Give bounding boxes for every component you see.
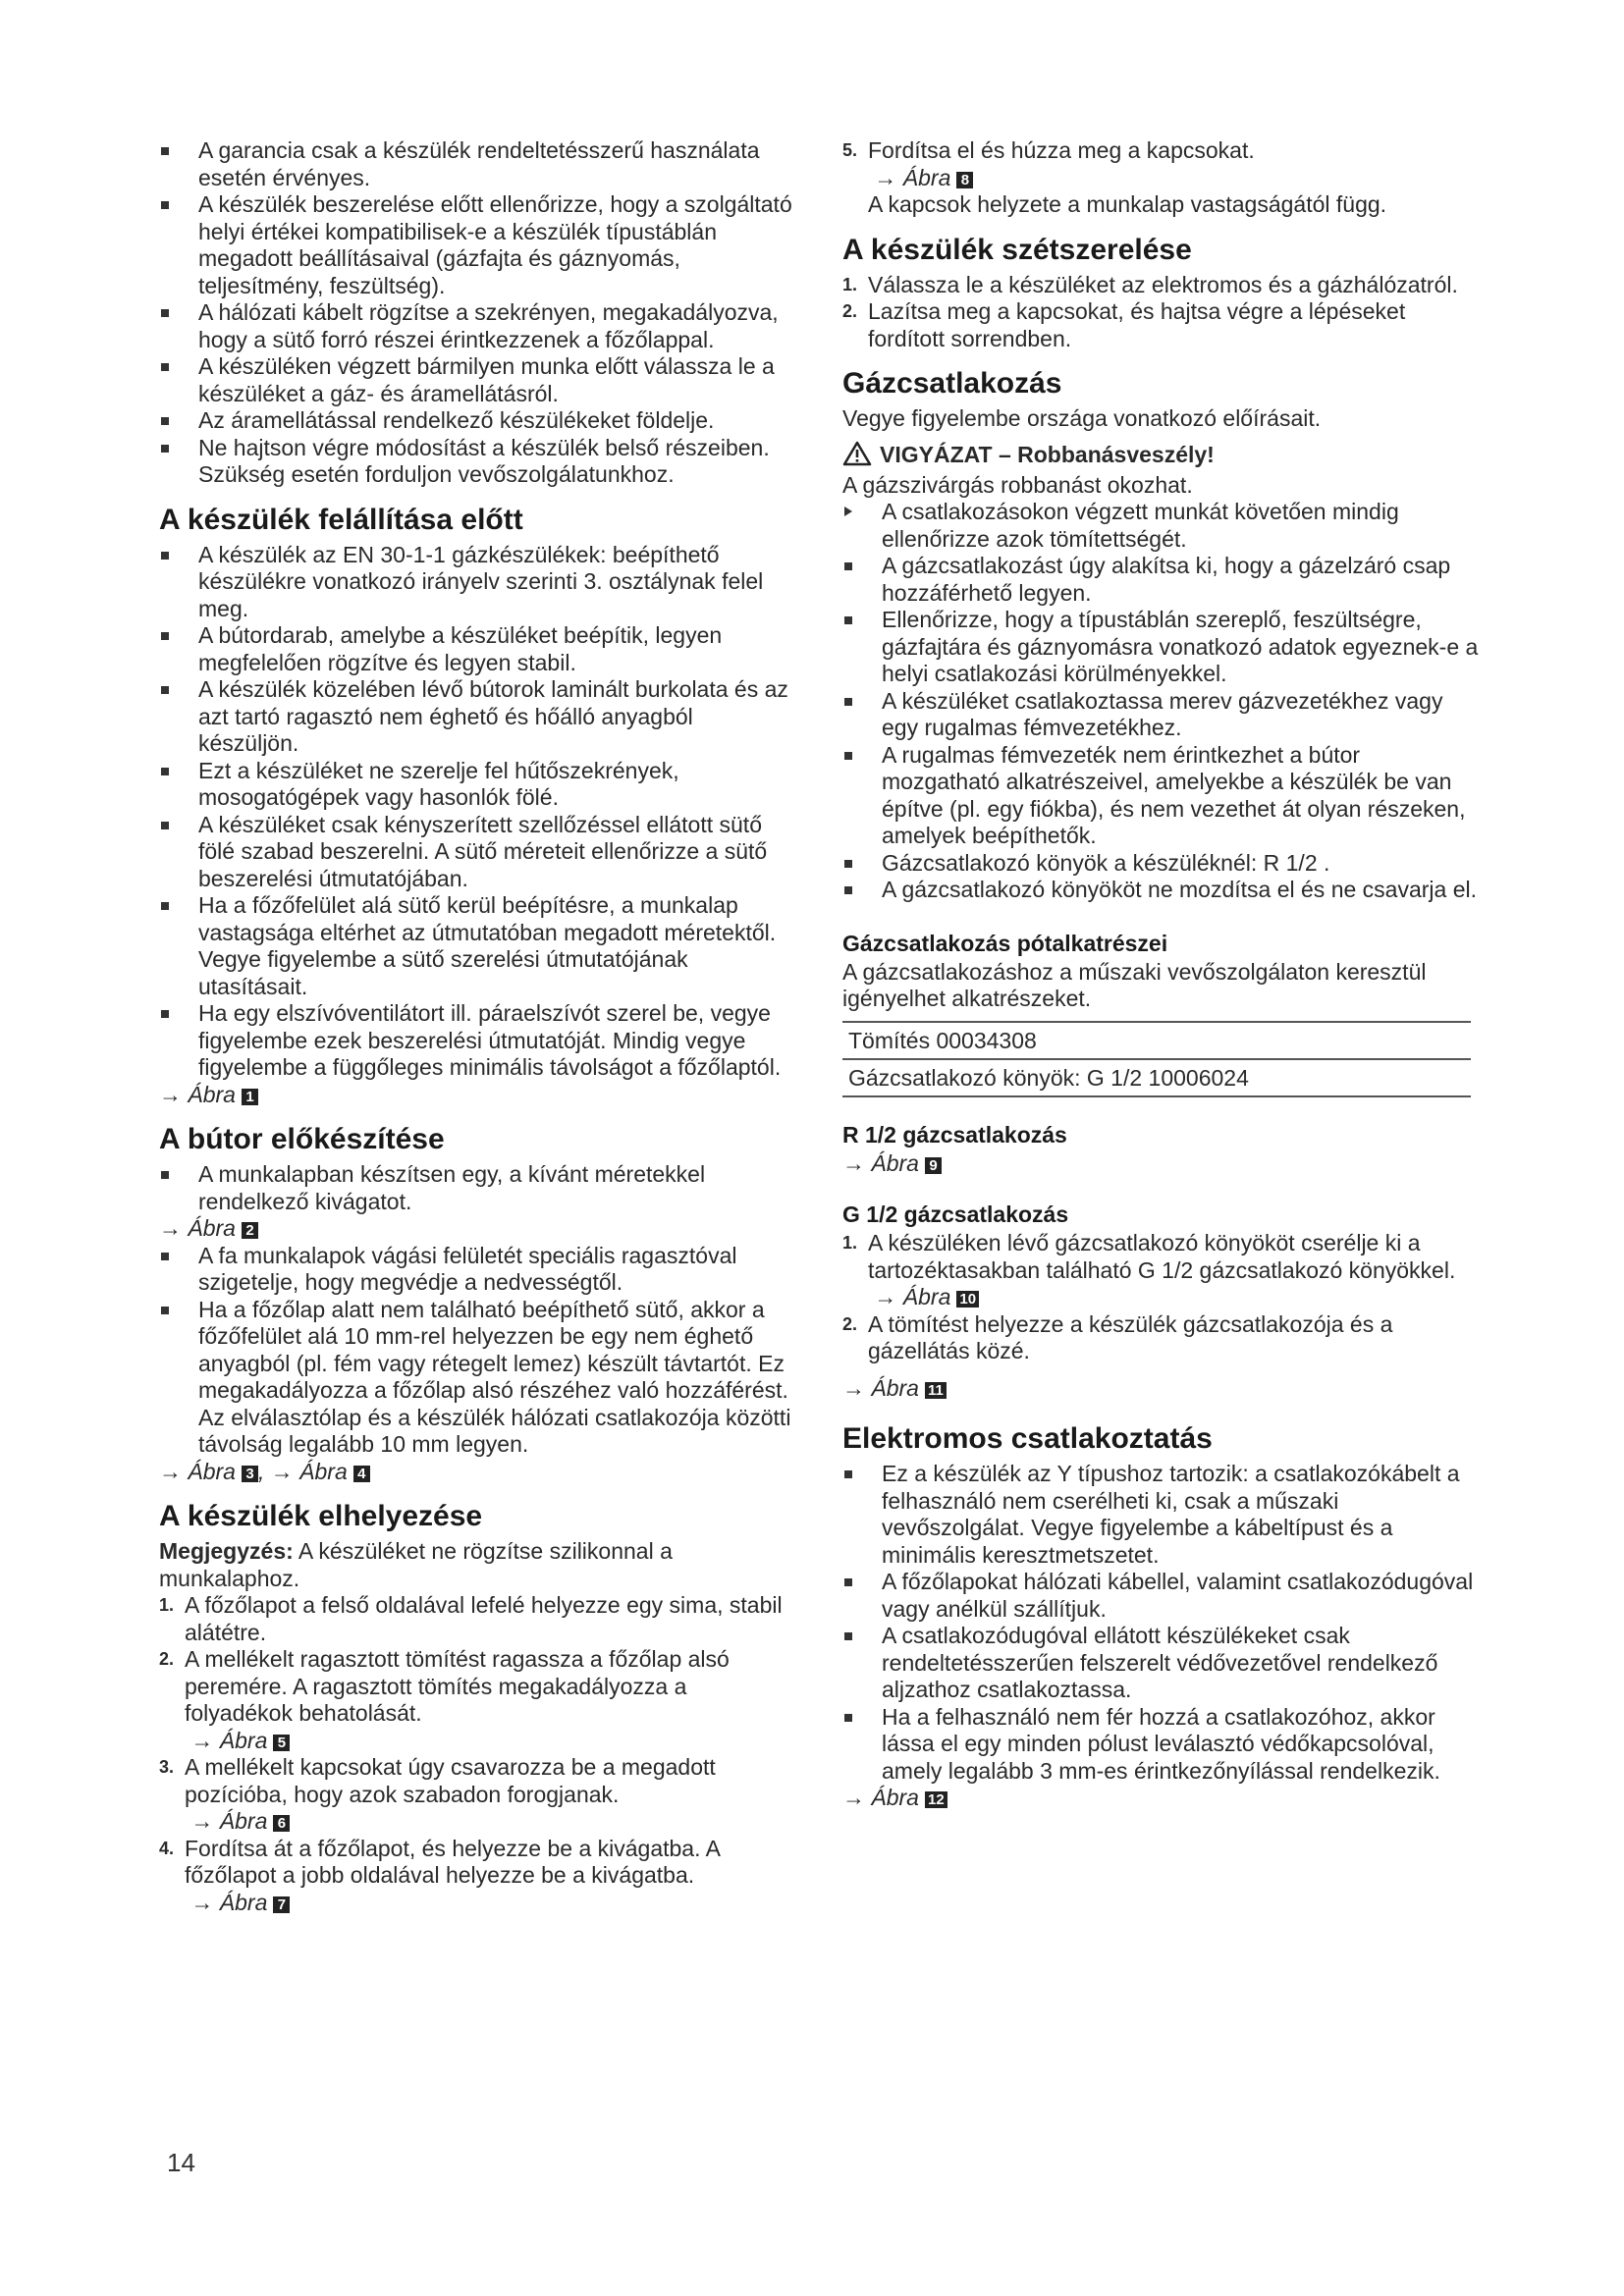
table-cell: Gázcsatlakozó könyök: G 1/2 10006024 [842,1059,1471,1096]
table-cell: Tömítés 00034308 [842,1022,1471,1059]
step-item: 5. Fordítsa el és húzza meg a kapcsokat. → Ábra 8 A kapcsok helyzete a munkalap vastagságától függ. [842,137,1481,219]
figure-reference: → Ábra 7 [185,1890,799,1917]
warning-text: A gázszivárgás robbanást okozhat. [842,471,1193,498]
figure-reference: → Ábra 2 [159,1215,799,1243]
page-number: 14 [167,2148,195,2177]
figure-reference: → Ábra 9 [842,1150,1481,1178]
figure-number-badge: 8 [956,172,973,188]
warning-heading: VIGYÁZAT – Robbanásveszély! [842,441,1481,472]
list-item: A rugalmas fémvezeték nem érintkezhet a bútor mozgatható alkatrészeivel, amelyekbe a készülék be van építve (pl. egy fiókba), és nem vezethet át olyan részeken, amelyek beépíthetők. [842,742,1481,850]
list-item: A készüléket csak kényszerített szellőzéssel ellátott sütő fölé szabad beszerelni. A sütő méreteit ellenőrizze a sütő beszerelési útmutatójában. [159,812,799,893]
list-item: A gázcsatlakozó könyököt ne mozdítsa el és ne csavarja el. [842,877,1481,904]
list-item: A csatlakozásokon végzett munkát követően mindig ellenőrizze azok tömítettségét. [842,499,1481,553]
furniture-bullet-list [159,1161,799,1459]
list-item: A készüléken végzett bármilyen munka előtt válassza le a készüléket a gáz- és áramellátásról. [159,353,799,407]
list-item: Ha a főzőfelület alá sütő kerül beépítésre, a munkalap vastagsága eltérhet az útmutatóban megadott méretektől. Vegye figyelembe a sütő szerelési útmutatójának utasításait. [159,892,799,1000]
step-item: 2. A tömítést helyezze a készülék gázcsatlakozója és a gázellátás közé. [842,1310,1393,1363]
section-title-before-installation: A készülék felállítása előtt [159,503,523,536]
figure-reference: → Ábra 6 [185,1808,799,1836]
warning-triangle-icon [842,441,872,472]
spare-parts-title: Gázcsatlakozás pótalkatrészei [842,930,1168,956]
arrow-right-icon: → [842,1149,865,1176]
installation-bullet-list [159,542,799,1082]
figure-number-badge: 2 [242,1222,258,1239]
arrow-right-icon: → [874,1284,897,1309]
figure-number-badge: 4 [353,1466,370,1482]
warning-action-list [842,499,1481,553]
figure-number-badge: 11 [925,1382,947,1399]
table-row [842,1022,1471,1059]
list-item: Ha a felhasználó nem fér hozzá a csatlakozóhoz, akkor lássa el egy minden pólust leválasztó védőkapcsolóval, amely legalább 3 mm-es érintkezőnyílással rendelkezik. [842,1704,1481,1786]
section-title-furniture-prep: A bútor előkészítése [159,1123,445,1155]
arrow-right-icon: → [159,1215,182,1241]
list-item: A készülék közelében lévő bútorok laminált burkolata és az azt tartó ragasztó nem éghető és hőálló anyagból készüljön. [159,676,799,758]
list-item: A hálózati kábelt rögzítse a szekrényen, megakadályozva, hogy a sütő forró részei érintkezzenek a főzőlappal. [159,299,799,353]
figure-number-badge: 9 [925,1157,942,1174]
figure-reference: → Ábra 1 [159,1082,799,1109]
left-column [159,137,799,1916]
figure-reference: → Ábra 5 [185,1728,799,1755]
spare-parts-intro: A gázcsatlakozáshoz a műszaki vevőszolgálaton keresztül igényelhet alkatrészeket. [842,958,1427,1011]
right-column [842,137,1481,1812]
step-item: 1. Válassza le a készüléket az elektromos és a gázhálózatról. [842,271,1458,297]
section-title-disassembly: A készülék szétszerelése [842,233,1192,266]
list-item: Ezt a készüléket ne szerelje fel hűtőszekrények, mosogatógépek vagy hasonlók fölé. [159,758,799,812]
list-item: Ha egy elszívóventilátort ill. páraelszívót szerel be, vegye figyelembe ezek beszerelési útmutatóját. Mindig vegye figyelembe a függőleges minimális távolságot a főzőlaptól. [159,1000,799,1082]
arrow-right-icon: → [190,1889,214,1915]
placement-steps-continued [842,137,1481,219]
figure-number-badge: 7 [273,1896,290,1913]
step-item: 1. A készüléken lévő gázcsatlakozó könyököt cserélje ki a tartozéktasakban található G 1/2 gázcsatlakozó könyökkel. → Ábra 10 [842,1230,1481,1311]
list-item: Az áramellátással rendelkező készülékeket földelje. [159,407,799,435]
figure-reference: → Ábra 8 [868,165,1481,192]
g-connection-title: G 1/2 gázcsatlakozás [842,1201,1069,1227]
step-item: 2. A mellékelt ragasztott tömítést ragassza a főzőlap alsó peremére. A ragasztott tömítés megakadályozza a folyadékok behatolását. → Ábra 5 [159,1646,799,1754]
list-item: A munkalapban készítsen egy, a kívánt méretekkel rendelkező kivágatot. → Ábra 2 [159,1161,799,1243]
g-connection-steps [842,1230,1481,1365]
figure-number-badge: 5 [273,1735,290,1751]
figure-reference: → Ábra 10 [868,1284,1481,1311]
section-title-electrical: Elektromos csatlakoztatás [842,1422,1213,1455]
intro-bullet-list [159,137,799,489]
step-item: 3. A mellékelt kapcsokat úgy csavarozza be a megadott pozícióba, hogy azok szabadon forogjanak. → Ábra 6 [159,1754,799,1836]
r-connection-title: R 1/2 gázcsatlakozás [842,1121,1067,1148]
list-item: A készülék az EN 30-1-1 gázkészülékek: beépíthető készülékre vonatkozó irányelv szerinti 3. osztálynak felel meg. [159,542,799,623]
list-item: Ez a készülék az Y típushoz tartozik: a csatlakozókábelt a felhasználó nem cserélheti ki, csak a műszaki vevőszolgálat. Vegye figyelembe a kábeltípust és a minimális keresztmetszetet. [842,1461,1481,1569]
step-item: 1. A főzőlapot a felső oldalával lefelé helyezze egy sima, stabil alátétre. [159,1592,783,1645]
figure-reference: → Ábra 12 [842,1785,1481,1812]
figure-number-badge: 3 [242,1466,258,1482]
gas-bullet-list [842,553,1481,904]
placement-note: Megjegyzés: A készüléket ne rögzítse szilikonnal a munkalaphoz. [159,1538,673,1591]
list-item: A főzőlapokat hálózati kábellel, valamint csatlakozódugóval vagy anélkül szállítjuk. [842,1569,1481,1623]
list-item: A garancia csak a készülék rendeltetésszerű használata esetén érvényes. [159,137,799,191]
section-title-gas-connection: Gázcsatlakozás [842,367,1062,400]
step-item: 4. Fordítsa át a főzőlapot, és helyezze be a kivágatba. A főzőlapot a jobb oldalával helyezze be a kivágatba. → Ábra 7 [159,1836,799,1917]
list-item: A készülék beszerelése előtt ellenőrizze, hogy a szolgáltató helyi értékei kompatibilisek-e a készülék típustáblán megadott beállításaival (gázfajta és gáznyomás, teljesítmény, feszültség). [159,191,799,299]
figure-number-badge: 10 [956,1291,979,1308]
figure-number-badge: 12 [925,1791,947,1808]
arrow-right-icon: → [190,1808,214,1834]
table-row [842,1059,1471,1096]
list-item: Ellenőrizze, hogy a típustáblán szereplő, feszültségre, gázfajtára és gáznyomásra vonatkozó adatok egyeznek-e a helyi csatlakozási körülményekkel. [842,607,1481,688]
arrow-right-icon: → [159,1081,182,1107]
placement-steps [159,1592,799,1916]
list-item: A készüléket csatlakoztassa merev gázvezetékhez vagy egy rugalmas fémvezetékhez. [842,688,1481,742]
list-item: Ne hajtson végre módosítást a készülék belső részeiben. Szükség esetén forduljon vevőszolgálatunkhoz. [159,435,799,489]
arrow-right-icon: → [842,1785,865,1810]
gas-intro: Vegye figyelembe országa vonatkozó előírásait. [842,405,1322,431]
arrow-right-icon: → [270,1458,294,1484]
disassembly-steps [842,272,1481,353]
figure-number-badge: 6 [273,1815,290,1832]
list-item: A fa munkalapok vágási felületét speciális ragasztóval szigetelje, hogy megvédje a nedvességtől. [159,1243,799,1297]
figure-reference: → Ábra 11 [842,1375,1481,1403]
electrical-bullet-list [842,1461,1481,1785]
section-title-placement: A készülék elhelyezése [159,1500,483,1532]
arrow-right-icon: → [159,1458,182,1484]
spare-parts-table [842,1021,1471,1097]
arrow-right-icon: → [190,1727,214,1753]
list-item: Ha a főzőlap alatt nem található beépíthető sütő, akkor a főzőfelület alá 10 mm-rel helyezzen be egy nem éghető anyagból (pl. fém vagy rétegelt lemez) készült távtartót. Ez megakadályozza a főzőlap alsó részéhez való hozzáférést. Az elválasztólap és a készülék hálózati csatlakozója közötti távolság legalább 10 mm legyen. [159,1297,799,1459]
figure-number-badge: 1 [242,1089,258,1105]
list-item: A bútordarab, amelybe a készüléket beépítik, legyen megfelelően rögzítve és legyen stabil. [159,622,799,676]
arrow-right-icon: → [874,164,897,190]
step-item: 2. Lazítsa meg a kapcsokat, és hajtsa végre a lépéseket fordított sorrendben. [842,298,1406,351]
list-item: A csatlakozódugóval ellátott készülékeket csak rendeltetésszerűen felszerelt védővezetővel rendelkező aljzathoz csatlakoztassa. [842,1623,1481,1704]
list-item: Gázcsatlakozó könyök a készüléknél: R 1/2 . [842,850,1481,878]
figure-reference: → Ábra 3 , → Ábra 4 [159,1459,799,1486]
arrow-right-icon: → [842,1374,865,1401]
list-item: A gázcsatlakozást úgy alakítsa ki, hogy a gázelzáró csap hozzáférhető legyen. [842,553,1481,607]
